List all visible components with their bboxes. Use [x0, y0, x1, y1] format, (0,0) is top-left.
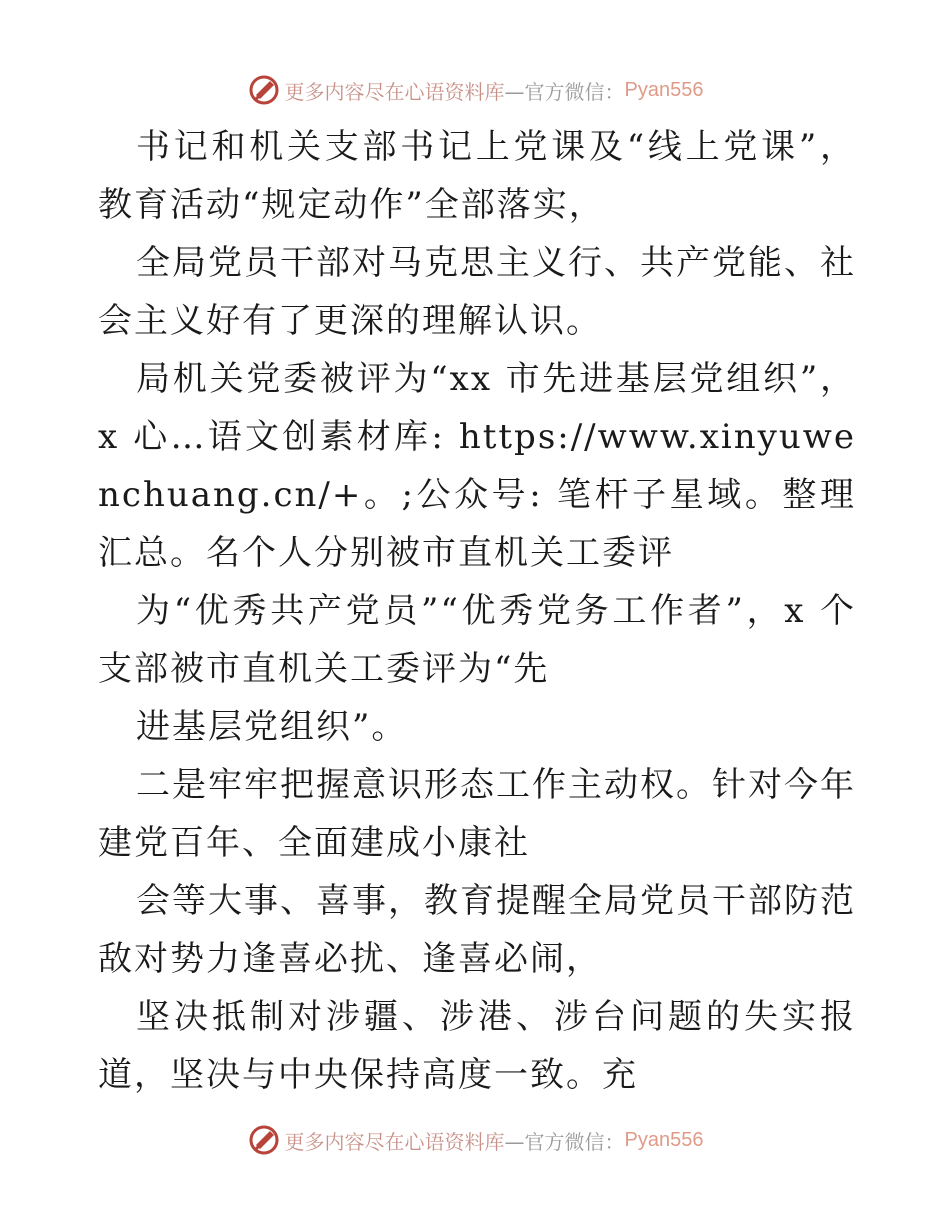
document-body: [98, 118, 856, 1104]
paragraph: 坚决抵制对涉疆、涉港、涉台问题的失实报道，坚决与中央保持高度一致。充: [98, 997, 856, 1095]
paragraph: 进基层党组织”。: [136, 707, 408, 747]
paragraph: 为“优秀共产党员”“优秀党务工作者”，x 个支部被市直机关工委评为“先: [98, 591, 856, 689]
paragraph: 书记和机关支部书记上党课及“线上党课”，教育活动“规定动作”全部落实，: [98, 127, 856, 225]
paragraph: 二是牢牢把握意识形态工作主动权。针对今年建党百年、全面建成小康社: [98, 765, 856, 863]
paragraph: 局机关党委被评为“xx 市先进基层党组织”，x 心…语文创素材库: https://www.xinyuwenchuang.cn/+。;公众号: 笔杆子星域。整理汇总。名个人分别被市直机关工委评: [98, 359, 856, 573]
brand-logo-icon: [247, 73, 281, 107]
header-watermark: [0, 72, 950, 108]
watermark-id: Pyan556: [624, 78, 704, 101]
watermark-separator: —官方微信：: [504, 1129, 625, 1154]
watermark-text: 更多内容尽在心语资料库: [284, 1129, 505, 1154]
watermark-separator: —官方微信：: [504, 79, 625, 104]
paragraph: 会等大事、喜事，教育提醒全局党员干部防范敌对势力逢喜必扰、逢喜必闹，: [98, 881, 856, 979]
watermark-id: Pyan556: [624, 1128, 704, 1151]
brand-logo-icon: [247, 1123, 281, 1157]
watermark-text: 更多内容尽在心语资料库: [284, 79, 505, 104]
footer-watermark: [0, 1122, 950, 1158]
paragraph: 全局党员干部对马克思主义行、共产党能、社会主义好有了更深的理解认识。: [98, 243, 856, 341]
